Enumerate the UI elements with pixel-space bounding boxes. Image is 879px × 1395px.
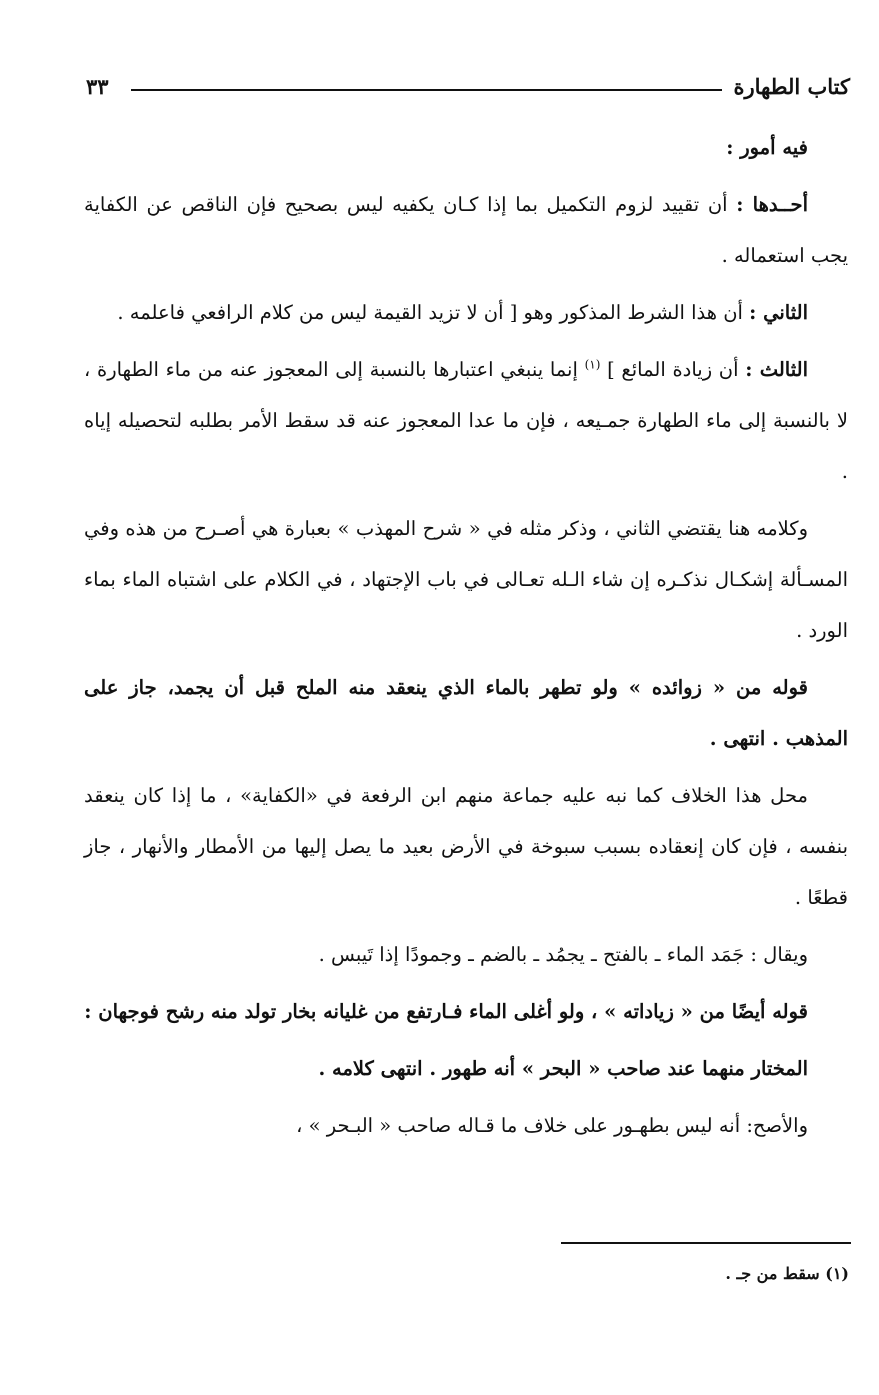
running-header	[80, 66, 850, 106]
paragraph-quote-zawaid	[84, 662, 848, 764]
paragraph-third-point	[84, 344, 848, 497]
paragraph-text: قوله من « زوائده » ولو تطهر بالماء الذي ينعقد منه الملح قبل أن يجمد، جاز على المذهب . انتهى .	[84, 676, 848, 750]
paragraph-second-point	[84, 287, 848, 338]
paragraph-khilaf	[84, 770, 848, 923]
body-text	[84, 122, 848, 1157]
running-title: كتاب الطهارة	[733, 73, 850, 99]
paragraph-text: أن هذا الشرط المذكور وهو [ أن لا تزيد القيمة ليس من كلام الرافعي فاعلمه .	[117, 301, 750, 324]
header-rule	[131, 89, 722, 91]
paragraph-asahh	[84, 1100, 848, 1151]
paragraph-text-before: أن زيادة المائع ]	[600, 358, 746, 381]
paragraph-text: إنما ينبغي اعتبارها بالنسبة إلى المعجوز عنه من ماء الطهارة ، لا بالنسبة إلى ماء الطهارة جمـيعه ، فإن ما عدا المعجوز عنه قد سقط الأمر بطلبه لتحصيله إياه .	[84, 358, 848, 483]
paragraph-intro	[84, 122, 848, 173]
paragraph-lexical-note	[84, 929, 848, 980]
paragraph-text: المختار منهما عند صاحب « البحر » أنه طهور . انتهى كلامه .	[318, 1057, 808, 1080]
paragraph-lead: الثاني :	[749, 301, 808, 324]
footnote-reference: (١)	[584, 357, 601, 372]
paragraph-text: أن تقييد لزوم التكميل بما إذا كـان يكفيه ليس بصحيح فإن الناقص عن الكفاية يجب استعماله .	[84, 193, 848, 267]
paragraph-text: وكلامه هنا يقتضي الثاني ، وذكر مثله في « شرح المهذب » بعبارة هي أصـرح من هذه وفي المسـألة إشكـال نذكـره إن شاء الـله تعـالى في باب الإجتهاد ، في الكلام على اشتباه الماء بماء الورد .	[84, 517, 848, 642]
paragraph-text: قوله أيضًا من « زياداته » ، ولو أغلى الماء فـارتفع من غليانه بخار تولد منه رشح فوجهان :	[84, 1000, 808, 1023]
paragraph-text: فيه أمور :	[726, 136, 808, 159]
page-number: ٣٣	[86, 73, 109, 99]
paragraph-first-point	[84, 179, 848, 281]
paragraph-lead: أحــدها :	[736, 193, 808, 216]
paragraph-text: ويقال : جَمَد الماء ـ بالفتح ـ يجمُد ـ بالضم ـ وجمودًا إذا تَيبس .	[318, 943, 808, 966]
paragraph-quote-ziyadat	[84, 986, 848, 1037]
paragraph-mukhtar	[84, 1043, 848, 1094]
paragraph-text: والأصح: أنه ليس بطهـور على خلاف ما قـاله صاحب « البـحر » ،	[296, 1114, 808, 1137]
paragraph-commentary	[84, 503, 848, 656]
paragraph-lead: الثالث :	[745, 358, 808, 381]
footnote-rule	[561, 1242, 851, 1244]
footnote: (١) سقط من جـ .	[725, 1264, 849, 1283]
paragraph-text: محل هذا الخلاف كما نبه عليه جماعة منهم ابن الرفعة في «الكفاية» ، ما إذا كان ينعقد بنفسه ، فإن كان إنعقاده بسبب سبوخة في الأرض بعيد ما يصل إليها من الأمطار والأنهار ، جاز قطعًا .	[84, 784, 848, 909]
